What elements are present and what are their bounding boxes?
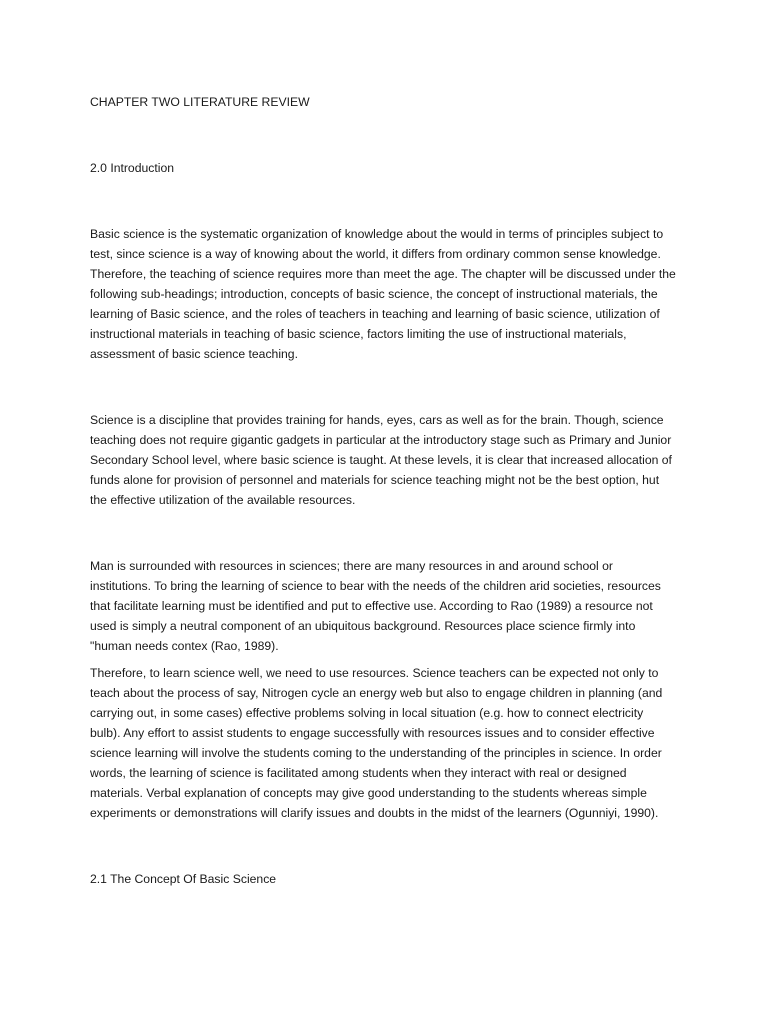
chapter-title: CHAPTER TWO LITERATURE REVIEW <box>90 95 310 109</box>
body-paragraph: Therefore, to learn science well, we need to use resources. Science teachers can be expected not only to teach about the process of say, Nitrogen cycle an energy web but also to engage children in planning (and carrying out, in some cases) effective problems solving in local situation (e.g. how to connect electricity bulb). Any effort to assist students to engage successfully with resources issues and to consider effective science learning will involve the students coming to the understanding of the principles in science. In order words, the learning of science is facilitated among students when they interact with real or designed materials. Verbal explanation of concepts may give good understanding to the students whereas simple experiments or demonstrations will clarify issues and doubts in the midst of the learners (Ogunniyi, 1990). <box>90 666 663 820</box>
body-paragraph: Man is surrounded with resources in sciences; there are many resources in and around school or institutions. To bring the learning of science to bear with the needs of the children arid societies, resources that facilitate learning must be identified and put to effective use. According to Rao (1989) a resource not used is simply a neutral component of an ubiquitous background. Resources place science firmly into "human needs contex (Rao, 1989). <box>90 559 661 653</box>
section-heading-introduction: 2.0 Introduction <box>90 161 175 175</box>
section-heading-concept-of-basic-science: 2.1 The Concept Of Basic Science <box>90 872 277 886</box>
body-paragraph: Science is a discipline that provides training for hands, eyes, cars as well as for the brain. Though, science teaching does not require gigantic gadgets in particular at the introductory stage such as Primary and Junior Secondary School level, where basic science is taught. At these levels, it is clear that increased allocation of funds alone for provision of personnel and materials for science teaching might not be the best option, hut the effective utilization of the available resources. <box>90 413 672 507</box>
body-paragraph: Basic science is the systematic organization of knowledge about the would in terms of principles subject to test, since science is a way of knowing about the world, it differs from ordinary common sense knowledge. Therefore, the teaching of science requires more than meet the age. The chapter will be discussed under the following sub-headings; introduction, concepts of basic science, the concept of instructional materials, the learning of Basic science, and the roles of teachers in teaching and learning of basic science, utilization of instructional materials in teaching of basic science, factors limiting the use of instructional materials, assessment of basic science teaching. <box>90 227 676 361</box>
